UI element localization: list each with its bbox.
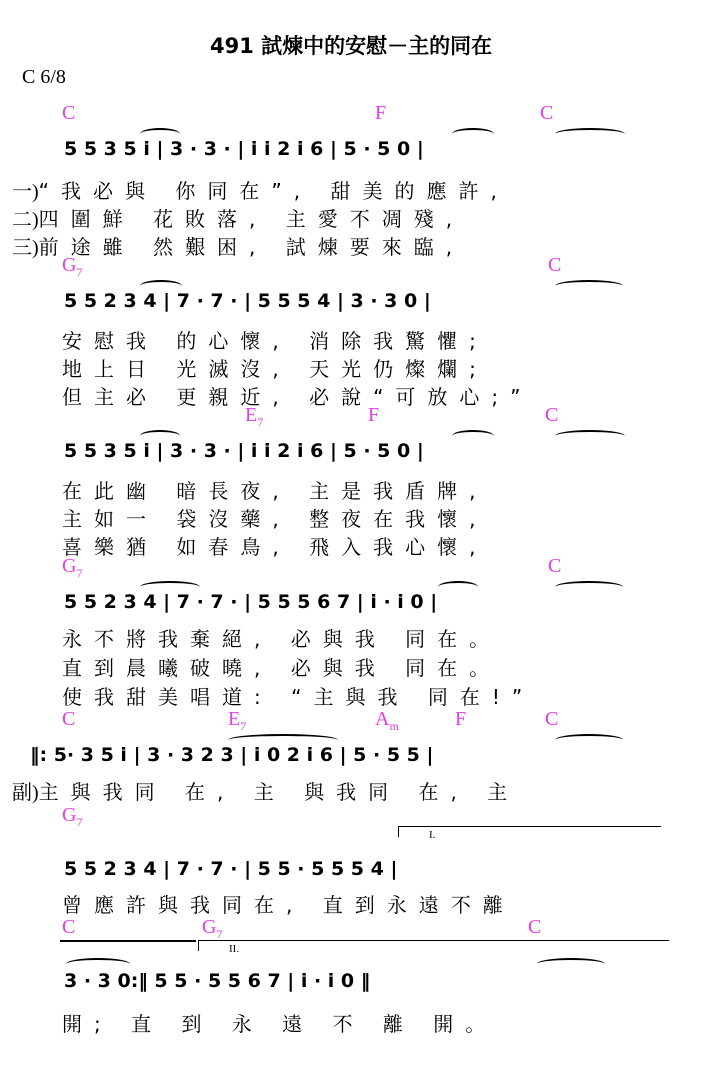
chord-symbol: $G_7$	[62, 254, 83, 279]
slur	[452, 430, 494, 442]
tie	[555, 581, 623, 593]
chord-symbol: $G_7$	[62, 555, 83, 580]
slur	[140, 430, 180, 442]
chord-symbol: $E_7$	[228, 708, 247, 733]
chord-symbol: $E_7$	[245, 404, 264, 429]
slur	[228, 734, 338, 746]
notation-row: ‖: 5· 3 5 i | 3 · 3 2 3 | i 0 2 i 6 | 5 · 5 5 |	[30, 744, 434, 766]
lyric-line: 地上日 光滅沒, 天光仍燦爛;	[62, 357, 488, 381]
tie	[555, 128, 625, 140]
notation-row: 5 5 2 3 4 | 7 · 7 · | 5 5 5 4 | 3 · 3 0 |	[64, 290, 431, 312]
chord-symbol: $A_m$	[375, 708, 399, 733]
slur	[452, 128, 494, 140]
lyric-line: 主如一 袋沒藥, 整夜在我懷,	[62, 507, 488, 531]
slur	[140, 280, 182, 292]
chord-symbol: C	[62, 102, 76, 124]
slur	[438, 581, 478, 593]
chord-symbol: C	[548, 555, 562, 577]
chord-symbol: C	[548, 254, 562, 276]
chord-symbol: $G_7$	[202, 916, 223, 941]
key-signature: C 6/8	[22, 66, 66, 88]
lyric-line: 但主必 更親近, 必說“可放心;”	[62, 385, 533, 409]
chord-symbol: C	[545, 708, 559, 730]
tie	[537, 958, 605, 970]
lyric-line: 一)“我必與 你同在”, 甜美的應許,	[12, 179, 509, 203]
lyric-line: 直到晨曦破曉, 必與我 同在。	[62, 656, 502, 680]
tie	[555, 280, 623, 292]
tie	[555, 430, 625, 442]
lyric-line: 二)四圍鮮 花敗落, 主愛不凋殘,	[12, 207, 465, 231]
slur	[140, 581, 200, 593]
slur	[140, 128, 180, 140]
chord-symbol: $G_7$	[62, 804, 83, 829]
notation-row: 5 5 3 5 i | 3 · 3 · | i i 2 i 6 | 5 · 5 0 |	[64, 138, 424, 160]
chord-symbol: C	[545, 404, 559, 426]
chord-symbol: F	[455, 708, 467, 730]
notation-row: 5 5 2 3 4 | 7 · 7 · | 5 5 5 6 7 | i · i 0 |	[64, 591, 438, 613]
chord-symbol: F	[368, 404, 380, 426]
lyric-line: 在此幽 暗長夜, 主是我盾牌,	[62, 479, 488, 503]
tie	[66, 958, 130, 970]
tie	[555, 734, 623, 746]
lyric-line: 開; 直 到 永 遠 不 離 開。	[62, 1012, 498, 1036]
lyric-line: 安慰我 的心懷, 消除我驚懼;	[62, 329, 488, 353]
lyric-line: 使我甜美唱道: “主與我 同在!”	[62, 685, 535, 709]
notation-row: 5 5 3 5 i | 3 · 3 · | i i 2 i 6 | 5 · 5 0 |	[64, 440, 424, 462]
first-ending-continuation	[60, 940, 196, 942]
lyric-line: 副)主與我同 在, 主 與我同 在, 主	[12, 780, 520, 804]
notation-row: 3 · 3 0:‖ 5 5 · 5 5 6 7 | i · i 0 ‖	[64, 970, 371, 992]
chord-symbol: C	[62, 708, 76, 730]
chord-symbol: C	[62, 916, 76, 938]
first-ending-bracket: I.	[398, 826, 661, 837]
chord-symbol: C	[528, 916, 542, 938]
lyric-line: 三)前途雖 然艱困, 試煉要來臨,	[12, 235, 465, 259]
lyric-line: 曾應許與我同在, 直到永遠不離	[62, 893, 515, 917]
chord-symbol: F	[375, 102, 387, 124]
lyric-line: 喜樂猶 如春鳥, 飛入我心懷,	[62, 535, 488, 559]
chord-symbol: C	[540, 102, 554, 124]
hymn-title: 491 試煉中的安慰－主的同在	[210, 34, 493, 58]
lyric-line: 永不將我棄絕, 必與我 同在。	[62, 627, 502, 651]
notation-row: 5 5 2 3 4 | 7 · 7 · | 5 5 · 5 5 5 4 |	[64, 858, 398, 880]
second-ending-bracket: II.	[198, 940, 669, 951]
